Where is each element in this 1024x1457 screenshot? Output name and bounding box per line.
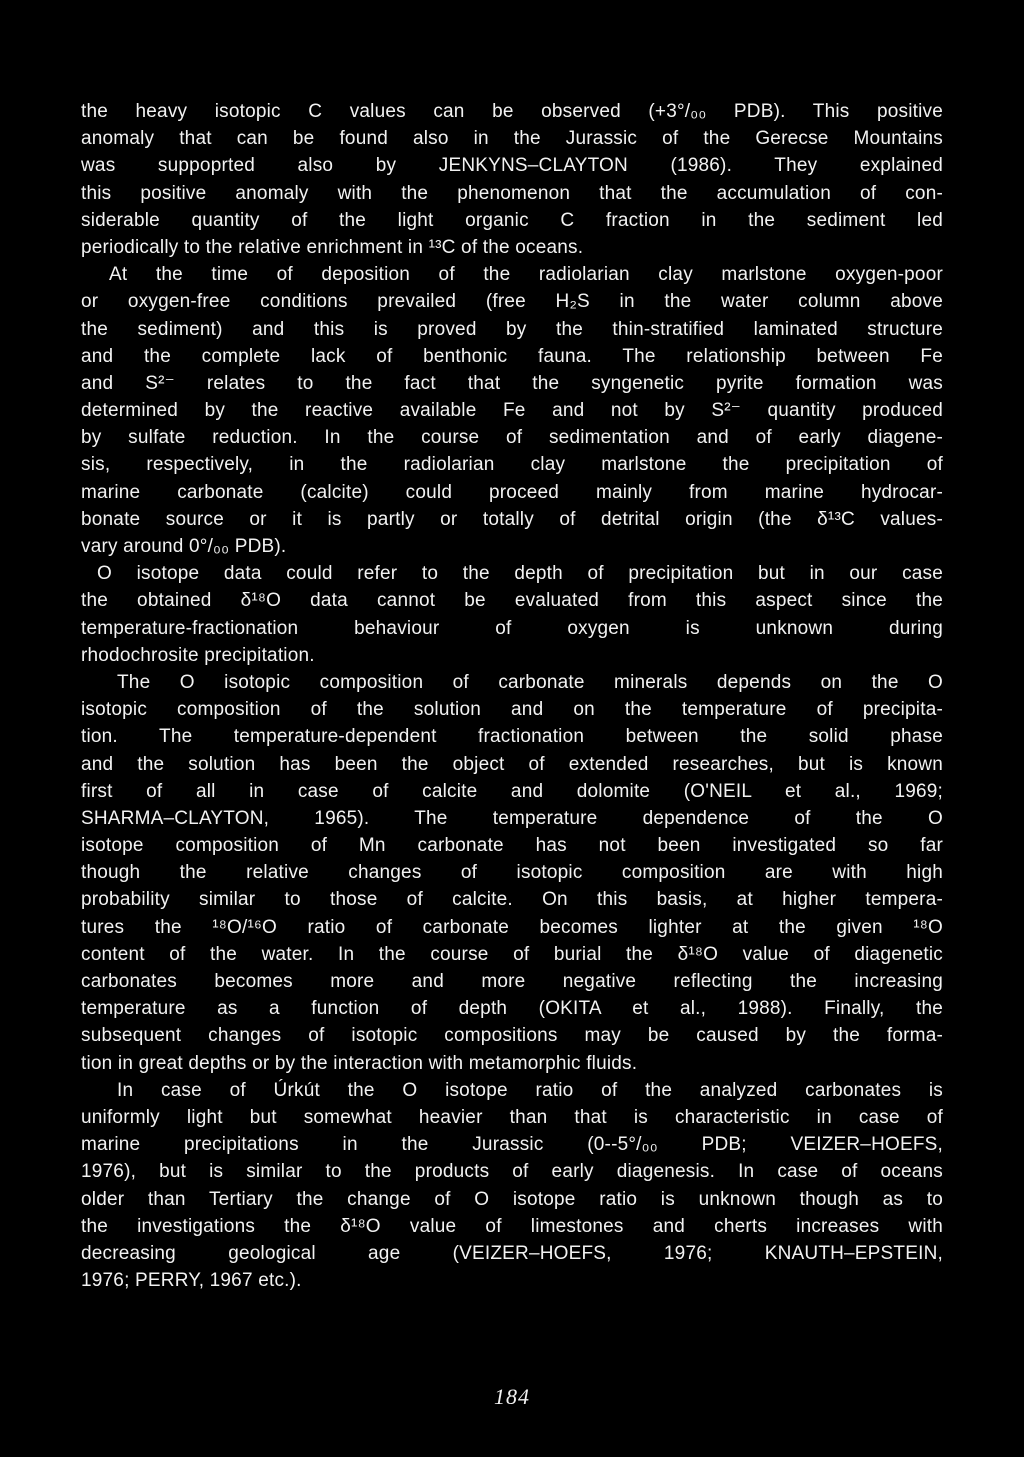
text-line: temperature-fractionation behaviour of oxygen is unknown during <box>81 617 943 639</box>
text-line: and S²⁻ relates to the fact that the syngenetic pyrite formation was <box>81 372 943 394</box>
text-line: marine carbonate (calcite) could proceed mainly from marine hydrocar- <box>81 481 943 503</box>
page-number: 184 <box>494 1384 530 1409</box>
text-line: isotope composition of Mn carbonate has not been investigated so far <box>81 835 943 857</box>
text-line: determined by the reactive available Fe and not by S²⁻ quantity produced <box>81 400 943 422</box>
text-line: probability similar to those of calcite. On this basis, at higher tempera- <box>81 889 943 911</box>
text-line: vary around 0°/₀₀ PDB). <box>81 536 287 557</box>
text-line: or oxygen-free conditions prevailed (free H₂S in the water column above <box>81 291 943 313</box>
body-text <box>81 98 943 1294</box>
text-line: the investigations the δ¹⁸O value of limestones and cherts increases with <box>81 1215 943 1237</box>
text-line: temperature as a function of depth (OKITA et al., 1988). Finally, the <box>81 998 943 1020</box>
text-line: At the time of deposition of the radiolarian clay marlstone oxygen-poor <box>109 264 943 286</box>
text-line: 1976; PERRY, 1967 etc.). <box>81 1270 302 1292</box>
text-line: marine precipitations in the Jurassic (0--5°/₀₀ PDB; VEIZER–HOEFS, <box>81 1134 943 1156</box>
text-line: first of all in case of calcite and dolomite (O'NEIL et al., 1969; <box>81 780 943 802</box>
text-line: by sulfate reduction. In the course of sedimentation and of early diagene- <box>81 427 943 449</box>
text-line: the obtained δ¹⁸O data cannot be evaluated from this aspect since the <box>81 590 943 612</box>
text-line: SHARMA–CLAYTON, 1965). The temperature dependence of the O <box>81 807 943 829</box>
text-line: bonate source or it is partly or totally of detrital origin (the δ¹³C values- <box>81 508 943 530</box>
text-line: periodically to the relative enrichment in ¹³C of the oceans. <box>81 236 584 258</box>
text-line: the heavy isotopic C values can be observed (+3°/₀₀ PDB). This positive <box>81 101 943 122</box>
text-line: sis, respectively, in the radiolarian clay marlstone the precipitation of <box>81 454 943 476</box>
text-line: this positive anomaly with the phenomenon that the accumulation of con- <box>81 182 943 204</box>
text-line: and the complete lack of benthonic fauna. The relationship between Fe <box>81 345 943 367</box>
text-line: carbonates becomes more and more negative reflecting the increasing <box>81 971 943 992</box>
text-line: and the solution has been the object of extended researches, but is known <box>81 753 943 775</box>
text-line: the sediment) and this is proved by the thin-stratified laminated structure <box>81 318 943 340</box>
text-line: tion. The temperature-dependent fractionation between the solid phase <box>81 726 943 748</box>
text-line: anomaly that can be found also in the Jurassic of the Gerecse Mountains <box>81 128 943 150</box>
text-line: content of the water. In the course of burial the δ¹⁸O value of diagenetic <box>81 943 943 965</box>
text-line: 1976), but is similar to the products of early diagenesis. In case of oceans <box>81 1161 943 1183</box>
text-line: older than Tertiary the change of O isotope ratio is unknown though as to <box>81 1188 943 1210</box>
text-line: rhodochrosite precipitation. <box>81 644 315 666</box>
text-line: isotopic composition of the solution and on the temperature of precipita- <box>81 699 943 721</box>
text-line: O isotope data could refer to the depth of precipitation but in our case <box>97 563 943 585</box>
text-line: siderable quantity of the light organic C fraction in the sediment led <box>81 209 943 231</box>
text-line: tion in great depths or by the interaction with metamorphic fluids. <box>81 1052 638 1074</box>
text-line: though the relative changes of isotopic composition are with high <box>81 862 943 884</box>
text-line: decreasing geological age (VEIZER–HOEFS, 1976; KNAUTH–EPSTEIN, <box>81 1242 943 1264</box>
text-line: subsequent changes of isotopic compositions may be caused by the forma- <box>81 1025 943 1047</box>
text-line: tures the ¹⁸O/¹⁶O ratio of carbonate becomes lighter at the given ¹⁸O <box>81 916 943 938</box>
text-line: In case of Úrkút the O isotope ratio of the analyzed carbonates is <box>117 1079 943 1101</box>
text-line: The O isotopic composition of carbonate minerals depends on the O <box>117 671 943 693</box>
text-line: uniformly light but somewhat heavier than that is characteristic in case of <box>81 1106 943 1128</box>
text-line: was suppoprted also by JENKYNS–CLAYTON (1986). They explained <box>81 155 943 177</box>
